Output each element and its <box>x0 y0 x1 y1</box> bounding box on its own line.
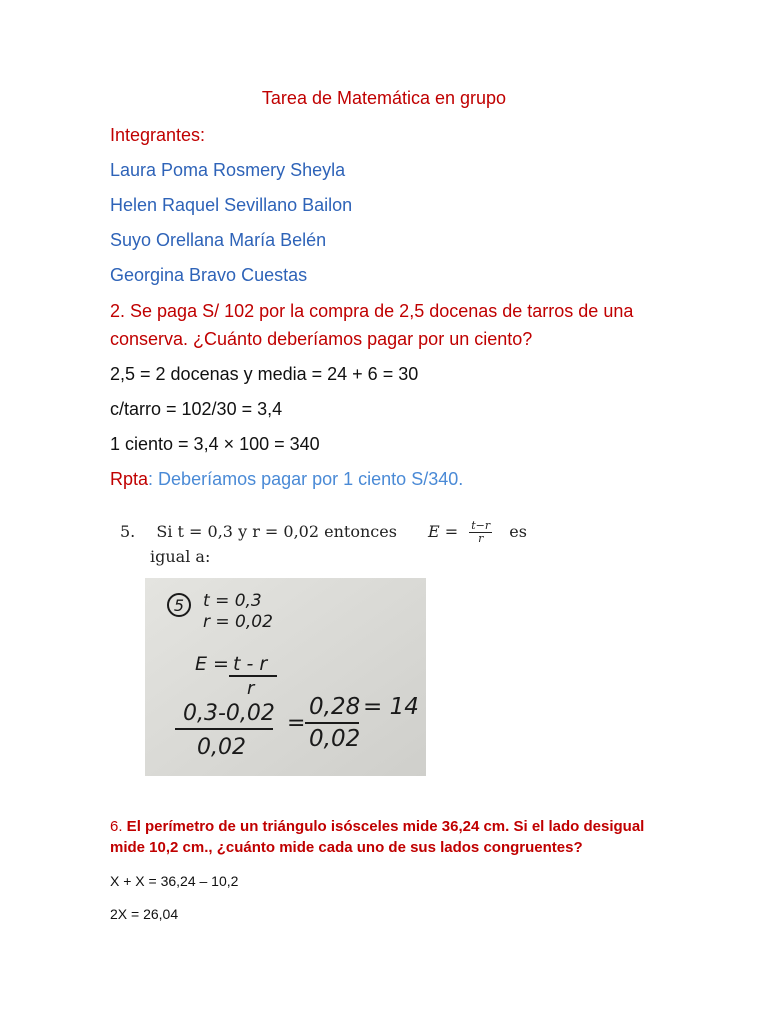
problem5-number: 5. <box>120 522 136 541</box>
hw-r-line: r = 0,02 <box>203 612 273 632</box>
problem6-text-line1: El perímetro de un triángulo isósceles mide 36,24 cm. Si el lado desigual <box>122 818 645 835</box>
problem2-step2: c/tarro = 102/30 = 3,4 <box>110 399 283 419</box>
answer-text: Deberíamos pagar por 1 ciento S/340. <box>153 469 464 489</box>
problem6-step2: 2X = 26,04 <box>110 906 179 922</box>
integrantes-label: Integrantes: <box>110 125 206 145</box>
hw-calc-num: 0,3-0,02 <box>183 701 275 726</box>
hw-circle-number: 5 <box>173 596 185 615</box>
problem5-statement <box>120 520 527 545</box>
problem6-number: 6. <box>110 818 123 835</box>
member-3: Suyo Orellana María Belén <box>110 230 327 250</box>
problem5-text-a: Si t = 0,3 y r = 0,02 entonces <box>156 522 397 541</box>
problem5-line2: igual a: <box>150 547 211 566</box>
problem6-question-line1 <box>110 816 644 838</box>
problem6-question-line2: mide 10,2 cm., ¿cuánto mide cada uno de sus lados congruentes? <box>110 839 583 856</box>
answer-colon: : <box>148 469 154 489</box>
hw-e-lhs: E = <box>195 653 229 675</box>
page-title: Tarea de Matemática en grupo <box>261 88 507 108</box>
hw-calc-den: 0,02 <box>197 735 246 760</box>
problem5-lhs: E = <box>428 522 459 541</box>
answer-label: Rpta <box>110 469 149 489</box>
hw-e-num: t - r <box>233 653 268 675</box>
problem5-frac-den: r <box>478 532 484 545</box>
hw-res-den: 0,02 <box>309 726 361 752</box>
member-2: Helen Raquel Sevillano Bailon <box>110 195 353 215</box>
hw-result: = 14 <box>363 694 419 720</box>
member-4: Georgina Bravo Cuestas <box>110 265 308 285</box>
member-1: Laura Poma Rosmery Sheyla <box>110 160 346 180</box>
problem6-step1: X + X = 36,24 – 10,2 <box>110 873 239 889</box>
problem2-answer <box>110 468 463 490</box>
hw-eq: = <box>287 711 306 736</box>
handwritten-solution-photo <box>145 578 426 776</box>
problem2-question-line1: 2. Se paga S/ 102 por la compra de 2,5 docenas de tarros de una <box>110 301 634 321</box>
hw-t-line: t = 0,3 <box>203 591 262 611</box>
problem5-frac-num: t−r <box>471 519 491 532</box>
handwriting-drawing <box>145 578 426 776</box>
problem5-text-b: es <box>509 522 527 541</box>
hw-e-den: r <box>247 678 255 699</box>
hw-res-num: 0,28 <box>309 694 361 720</box>
problem2-step1: 2,5 = 2 docenas y media = 24 + 6 = 30 <box>110 364 419 384</box>
problem2-step3: 1 ciento = 3,4 × 100 = 340 <box>110 434 320 454</box>
problem2-question-line2: conserva. ¿Cuánto deberíamos pagar por un ciento? <box>110 329 533 349</box>
problem5-fraction <box>469 520 492 545</box>
